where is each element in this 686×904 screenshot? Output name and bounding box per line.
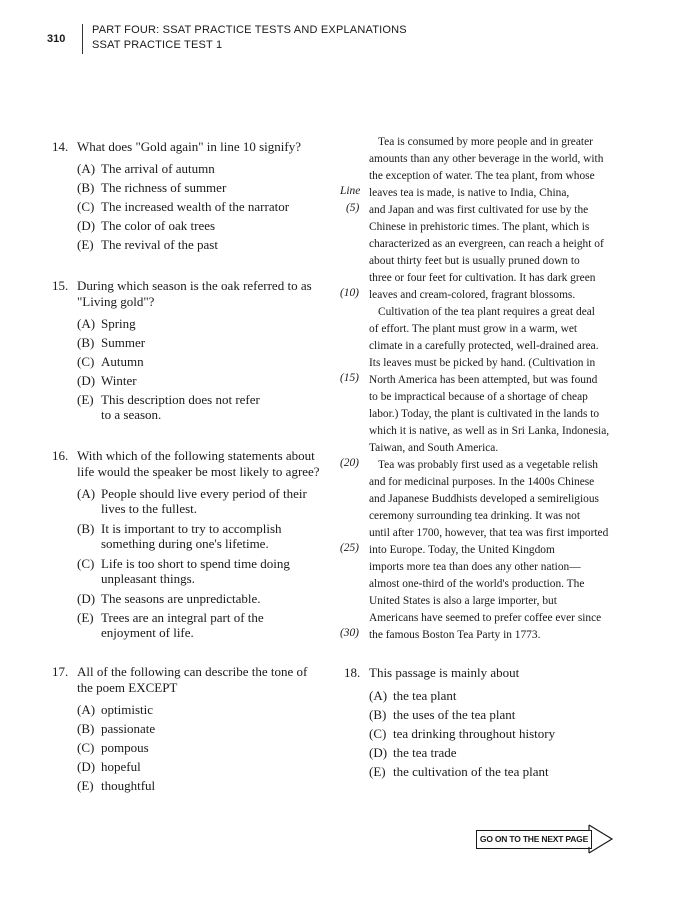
choice-d[interactable] (77, 218, 215, 234)
choice-text: the tea plant (393, 688, 457, 703)
choice-d[interactable] (77, 591, 261, 607)
choice-label: (D) (77, 373, 96, 388)
choice-a[interactable] (77, 702, 153, 718)
line-marker-25: (25) (340, 542, 359, 554)
choice-a[interactable] (369, 688, 457, 704)
choice-e[interactable] (77, 778, 155, 794)
choice-text: It is important to try to accomplish (101, 521, 282, 536)
choice-label: (B) (77, 721, 95, 736)
passage-line: United States is also a large importer, but (369, 595, 557, 607)
choice-text: hopeful (101, 759, 141, 774)
choice-label: (C) (77, 556, 95, 571)
choice-text: The richness of summer (101, 180, 227, 195)
choice-label: (A) (77, 702, 96, 717)
passage-line: Taiwan, and South America. (369, 442, 499, 454)
choice-label: (D) (369, 745, 388, 760)
choice-text-continued: to a season. (101, 407, 162, 422)
choice-text: the tea trade (393, 745, 457, 760)
passage-line: imports more tea than does any other nation— (369, 561, 581, 573)
choice-text: pompous (101, 740, 149, 755)
choice-e[interactable] (77, 610, 264, 626)
choice-label: (B) (77, 335, 95, 350)
choice-b[interactable] (369, 707, 515, 723)
choice-c[interactable] (77, 740, 149, 756)
choice-a[interactable] (77, 161, 215, 177)
choice-label: (C) (77, 740, 95, 755)
choice-text: Trees are an integral part of the (101, 610, 264, 625)
question-number: 14. (52, 139, 69, 154)
passage-line: ceremony surrounding tea drinking. It was not (369, 510, 580, 522)
choice-text: The color of oak trees (101, 218, 216, 233)
question-stem: All of the following can describe the tone of (77, 664, 308, 679)
choice-a[interactable] (77, 486, 307, 502)
passage-line: amounts than any other beverage in the world, with (369, 153, 604, 165)
header-test-title: SSAT PRACTICE TEST 1 (92, 39, 223, 51)
choice-a[interactable] (77, 316, 136, 332)
question-stem: During which season is the oak referred to as (77, 278, 312, 293)
line-marker-30: (30) (340, 627, 359, 639)
choice-text-continued: unpleasant things. (101, 571, 195, 586)
choice-text: Life is too short to spend time doing (101, 556, 290, 571)
choice-label: (C) (369, 726, 387, 741)
passage-line: Cultivation of the tea plant requires a great deal (378, 306, 595, 318)
choice-b[interactable] (77, 180, 226, 196)
choice-c[interactable] (77, 556, 290, 572)
passage-line: climate in a carefully protected, well-drained area. (369, 340, 599, 352)
page-number: 310 (47, 33, 66, 45)
question-stem: life would the speaker be most likely to agree? (77, 464, 320, 479)
choice-b[interactable] (77, 721, 155, 737)
question-number: 17. (52, 664, 69, 679)
question-number: 18. (344, 665, 361, 680)
choice-text-continued: lives to the fullest. (101, 501, 198, 516)
passage-line: and Japan and was first cultivated for use by the (369, 204, 589, 216)
line-marker-15: (15) (340, 372, 359, 384)
passage-line: Tea is consumed by more people and in greater (378, 136, 593, 148)
line-marker-20: (20) (340, 457, 359, 469)
choice-label: (E) (77, 392, 94, 407)
choice-d[interactable] (77, 759, 141, 775)
passage-line: and Japanese Buddhists developed a semireligious (369, 493, 599, 505)
choice-label: (C) (77, 199, 95, 214)
question-stem: the poem EXCEPT (77, 680, 178, 695)
choice-label: (E) (77, 610, 94, 625)
choice-text: Summer (101, 335, 146, 350)
choice-text: The revival of the past (101, 237, 218, 252)
choice-c[interactable] (77, 199, 289, 215)
choice-text-continued: enjoyment of life. (101, 625, 194, 640)
question-stem: "Living gold"? (77, 294, 155, 309)
passage-line: labor.) Today, the plant is cultivated in the lands to (369, 408, 600, 420)
choice-text: passionate (101, 721, 156, 736)
choice-text-continued: something during one's lifetime. (101, 536, 269, 551)
passage-line: until after 1700, however, that tea was first imported (369, 527, 609, 539)
choice-d[interactable] (77, 373, 137, 389)
choice-text: the cultivation of the tea plant (393, 764, 549, 779)
passage-line: into Europe. Today, the United Kingdom (369, 544, 555, 556)
passage-line: and for medicinal purposes. In the 1400s Chinese (369, 476, 595, 488)
choice-label: (C) (77, 354, 95, 369)
choice-label: (B) (77, 180, 95, 195)
passage-line: of effort. The plant must grow in a warm, wet (369, 323, 578, 335)
choice-label: (B) (77, 521, 95, 536)
choice-text: optimistic (101, 702, 153, 717)
choice-text: thoughtful (101, 778, 156, 793)
choice-label: (E) (77, 237, 94, 252)
question-stem: With which of the following statements about (77, 448, 315, 463)
choice-text: Autumn (101, 354, 144, 369)
choice-label: (B) (369, 707, 387, 722)
choice-label: (E) (369, 764, 386, 779)
choice-c[interactable] (77, 354, 144, 370)
passage-line: the famous Boston Tea Party in 1773. (369, 629, 541, 641)
choice-label: (D) (77, 591, 96, 606)
choice-e[interactable] (77, 392, 260, 408)
choice-text: the uses of the tea plant (393, 707, 516, 722)
choice-text: The arrival of autumn (101, 161, 215, 176)
passage-line: leaves tea is made, is native to India, China, (369, 187, 570, 199)
choice-text: The increased wealth of the narrator (101, 199, 290, 214)
passage-line: characterized as an evergreen, can reach a height of (369, 238, 604, 250)
choice-label: (A) (77, 316, 96, 331)
question-stem: What does "Gold again" in line 10 signify? (77, 139, 301, 154)
passage-line: three or four feet for cultivation. It has dark green (369, 272, 596, 284)
choice-text: Spring (101, 316, 136, 331)
passage-line: to be impractical because of a shortage of cheap (369, 391, 588, 403)
passage-line: Americans have seemed to prefer coffee ever since (369, 612, 602, 624)
choice-text: People should live every period of their (101, 486, 307, 501)
passage-line: Its leaves must be picked by hand. (Cultivation in (369, 357, 596, 369)
choice-label: (D) (77, 759, 96, 774)
choice-e[interactable] (77, 237, 218, 253)
choice-b[interactable] (77, 335, 145, 351)
choice-label: (E) (77, 778, 94, 793)
passage-line: leaves and cream-colored, fragrant blossoms. (369, 289, 576, 301)
choice-text: The seasons are unpredictable. (101, 591, 261, 606)
passage-line: North America has been attempted, but was found (369, 374, 598, 386)
passage-line: almost one-third of the world's production. The (369, 578, 585, 590)
passage-line: which it is native, as well as in Sri Lanka, Indonesia, (369, 425, 610, 437)
choice-text: Winter (101, 373, 137, 388)
choice-c[interactable] (369, 726, 555, 742)
line-marker-5: (5) (346, 202, 360, 214)
question-number: 15. (52, 278, 69, 293)
header-divider (82, 24, 83, 54)
choice-e[interactable] (369, 764, 549, 780)
arrow-right-icon (588, 824, 614, 854)
line-marker-label: Line (340, 185, 361, 197)
question-stem: This passage is mainly about (369, 665, 520, 680)
choice-label: (A) (369, 688, 388, 703)
header-section-title: PART FOUR: SSAT PRACTICE TESTS AND EXPLANATIONS (92, 24, 407, 36)
choice-b[interactable] (77, 521, 282, 537)
passage-line: Tea was probably first used as a vegetable relish (378, 459, 598, 471)
choice-d[interactable] (369, 745, 457, 761)
passage-line: about thirty feet but is usually pruned down to (369, 255, 580, 267)
next-page-button[interactable]: GO ON TO THE NEXT PAGE (476, 830, 592, 849)
choice-label: (D) (77, 218, 96, 233)
choice-text: tea drinking throughout history (393, 726, 556, 741)
choice-label: (A) (77, 161, 96, 176)
question-number: 16. (52, 448, 69, 463)
choice-label: (A) (77, 486, 96, 501)
choice-text: This description does not refer (101, 392, 260, 407)
passage-line: Chinese in prehistoric times. The plant, which is (369, 221, 590, 233)
passage-line: the exception of water. The tea plant, from whose (369, 170, 595, 182)
line-marker-10: (10) (340, 287, 359, 299)
